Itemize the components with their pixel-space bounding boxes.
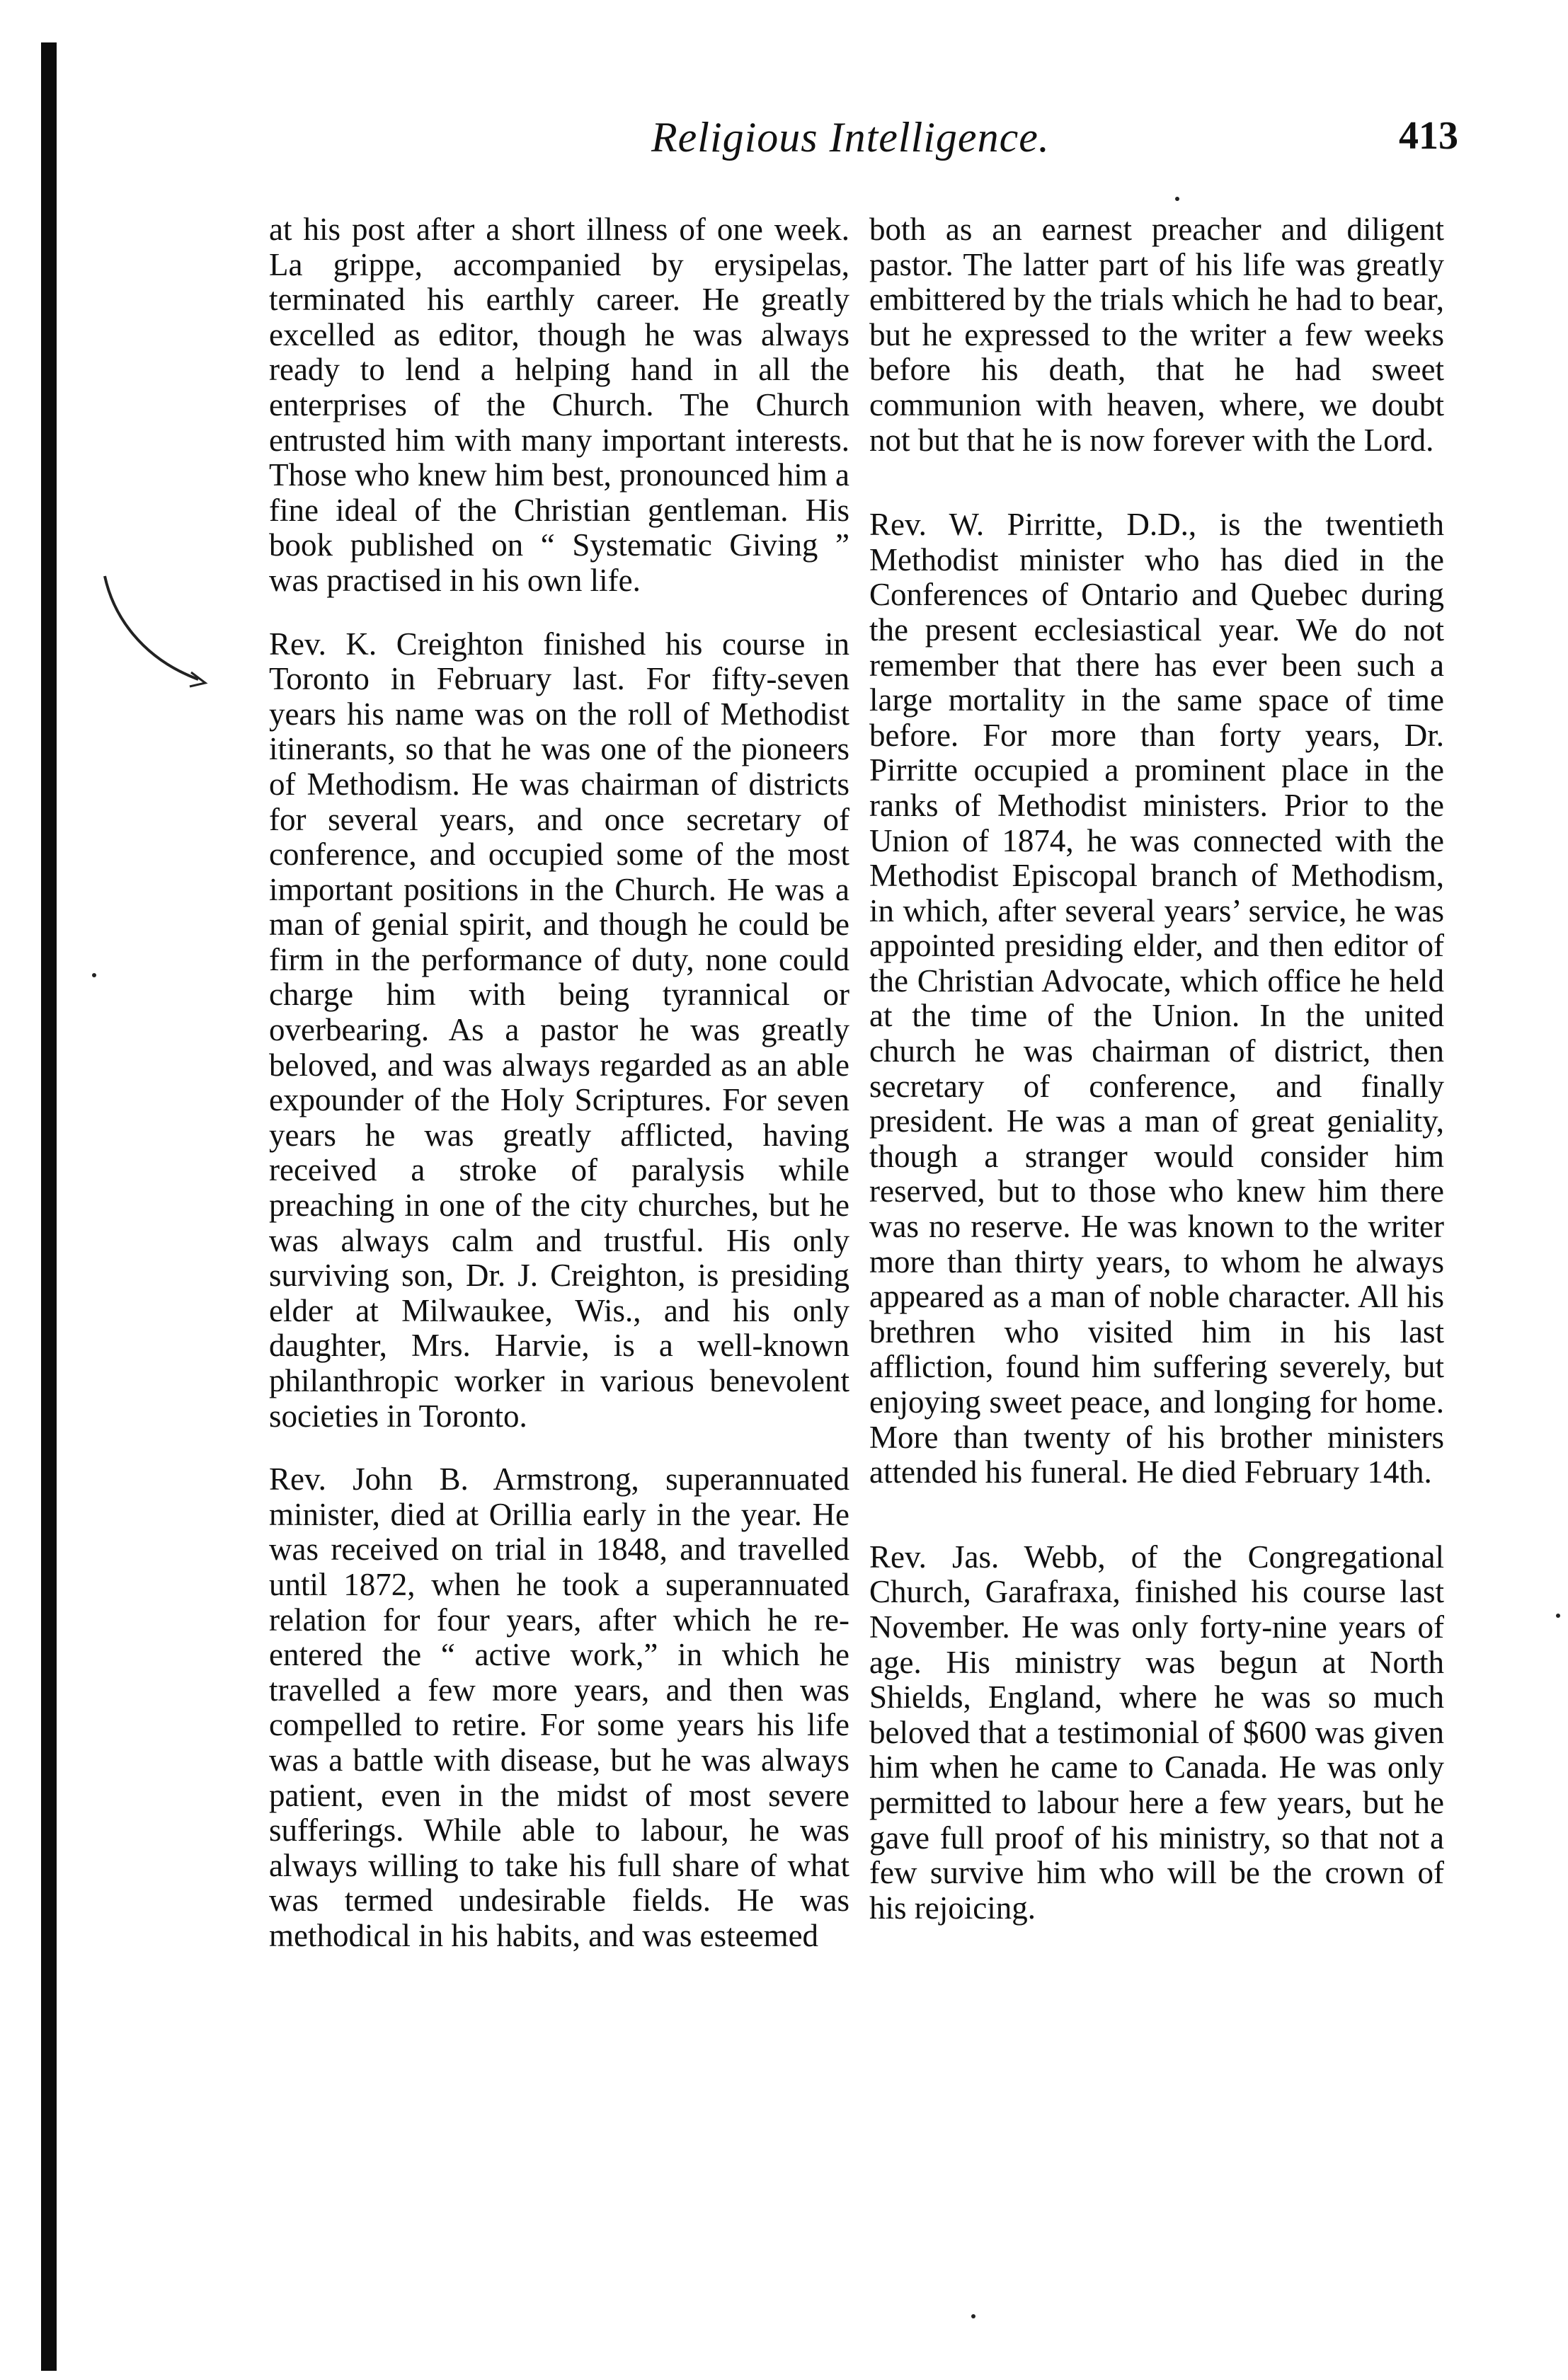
running-head: Religious Intelligence. (651, 114, 1050, 161)
paragraph-ewart-obituary-continued: at his post after a short illness of one week. La grippe, accompanied by erysipelas, terminated his earthly career. He greatly excelled as editor, though he was always ready to lend a helping hand in all the enterprises of the Church. The Church entrusted him with many important interests. Those who knew him best, pronounced him a fine ideal of the Christian gentleman. His book published on “ Systematic Giving ” was practised in his own life. (269, 212, 849, 598)
scan-speck (92, 973, 96, 977)
right-column (869, 212, 1444, 1926)
paragraph-creighton-obituary: Rev. K. Creighton finished his course in Toronto in February last. For fifty-seven years his name was on the roll of Methodist itinerants, so that he was one of the pioneers of Methodism. He was chairman of districts for several years, and once secretary of conference, and occupied some of the most important positions in the Church. He was a man of genial spirit, and though he could be firm in the performance of duty, none could charge him with being tyrannical or overbearing. As a pastor he was greatly beloved, and was always regarded as an able expounder of the Holy Scriptures. For seven years he was greatly afflicted, having received a stroke of paralysis while preaching in one of the city churches, but he was always calm and trustful. His only surviving son, Dr. J. Creighton, is presiding elder at Milwaukee, Wis., and his only daughter, Mrs. Harvie, is a well-known philanthropic worker in various benevolent societies in Toronto. (269, 626, 849, 1434)
left-column (269, 212, 849, 1954)
pen-mark-icon (99, 573, 212, 694)
scan-edge-bar (41, 42, 57, 2371)
scan-speck (971, 2314, 975, 2318)
paragraph-webb-obituary: Rev. Jas. Webb, of the Congregational Church, Garafraxa, finished his course last November. He was only forty-nine years of age. His ministry was begun at North Shields, England, where he was so much beloved that a testimonial of $600 was given him when he came to Canada. He was only permitted to labour here a few years, but he gave full proof of his ministry, so that not a few survive him who will be the crown of his rejoicing. (869, 1539, 1444, 1926)
paragraph-armstrong-obituary: Rev. John B. Armstrong, superannuated minister, died at Orillia early in the year. He was received on trial in 1848, and travelled until 1872, when he took a superannuated relation for four years, after which he re-entered the “ active work,” in which he travelled a few more years, and then was compelled to retire. For some years his life was a battle with disease, but he was always patient, even in the midst of most severe sufferings. While able to labour, he was always willing to take his full share of what was termed undesirable fields. He was methodical in his habits, and was esteemed (269, 1461, 849, 1953)
page-header (637, 106, 1458, 170)
scan-speck (1175, 197, 1179, 201)
paragraph-armstrong-obituary-continued: both as an earnest preacher and diligent pastor. The latter part of his life was greatly embittered by the trials which he had to bear, but he expressed to the writer a few weeks before his death, that he had sweet communion with heaven, where, we doubt not but that he is now forever with the Lord. (869, 212, 1444, 458)
page-number: 413 (1399, 114, 1458, 158)
paragraph-pirritte-obituary: Rev. W. Pirritte, D.D., is the twentieth Methodist minister who has died in the Conferences of Ontario and Quebec during the present ecclesiastical year. We do not remember that there has ever been such a large mortality in the same space of time before. For more than forty years, Dr. Pirritte occupied a prominent place in the ranks of Methodist ministers. Prior to the Union of 1874, he was connected with the Methodist Episcopal branch of Methodism, in which, after several years’ service, he was appointed presiding elder, and then editor of the Christian Advocate, which office he held at the time of the Union. In the united church he was chairman of district, then secretary of conference, and finally president. He was a man of great geniality, though a stranger would consider him reserved, but to those who knew him there was no reserve. He was known to the writer more than thirty years, to whom he always appeared as a man of noble character. All his brethren who visited him in his last affliction, found him suffering severely, but enjoying sweet peace, and longing for home. More than twenty of his brother ministers attended his funeral. He died February 14th. (869, 507, 1444, 1490)
scan-speck (1556, 1614, 1560, 1618)
